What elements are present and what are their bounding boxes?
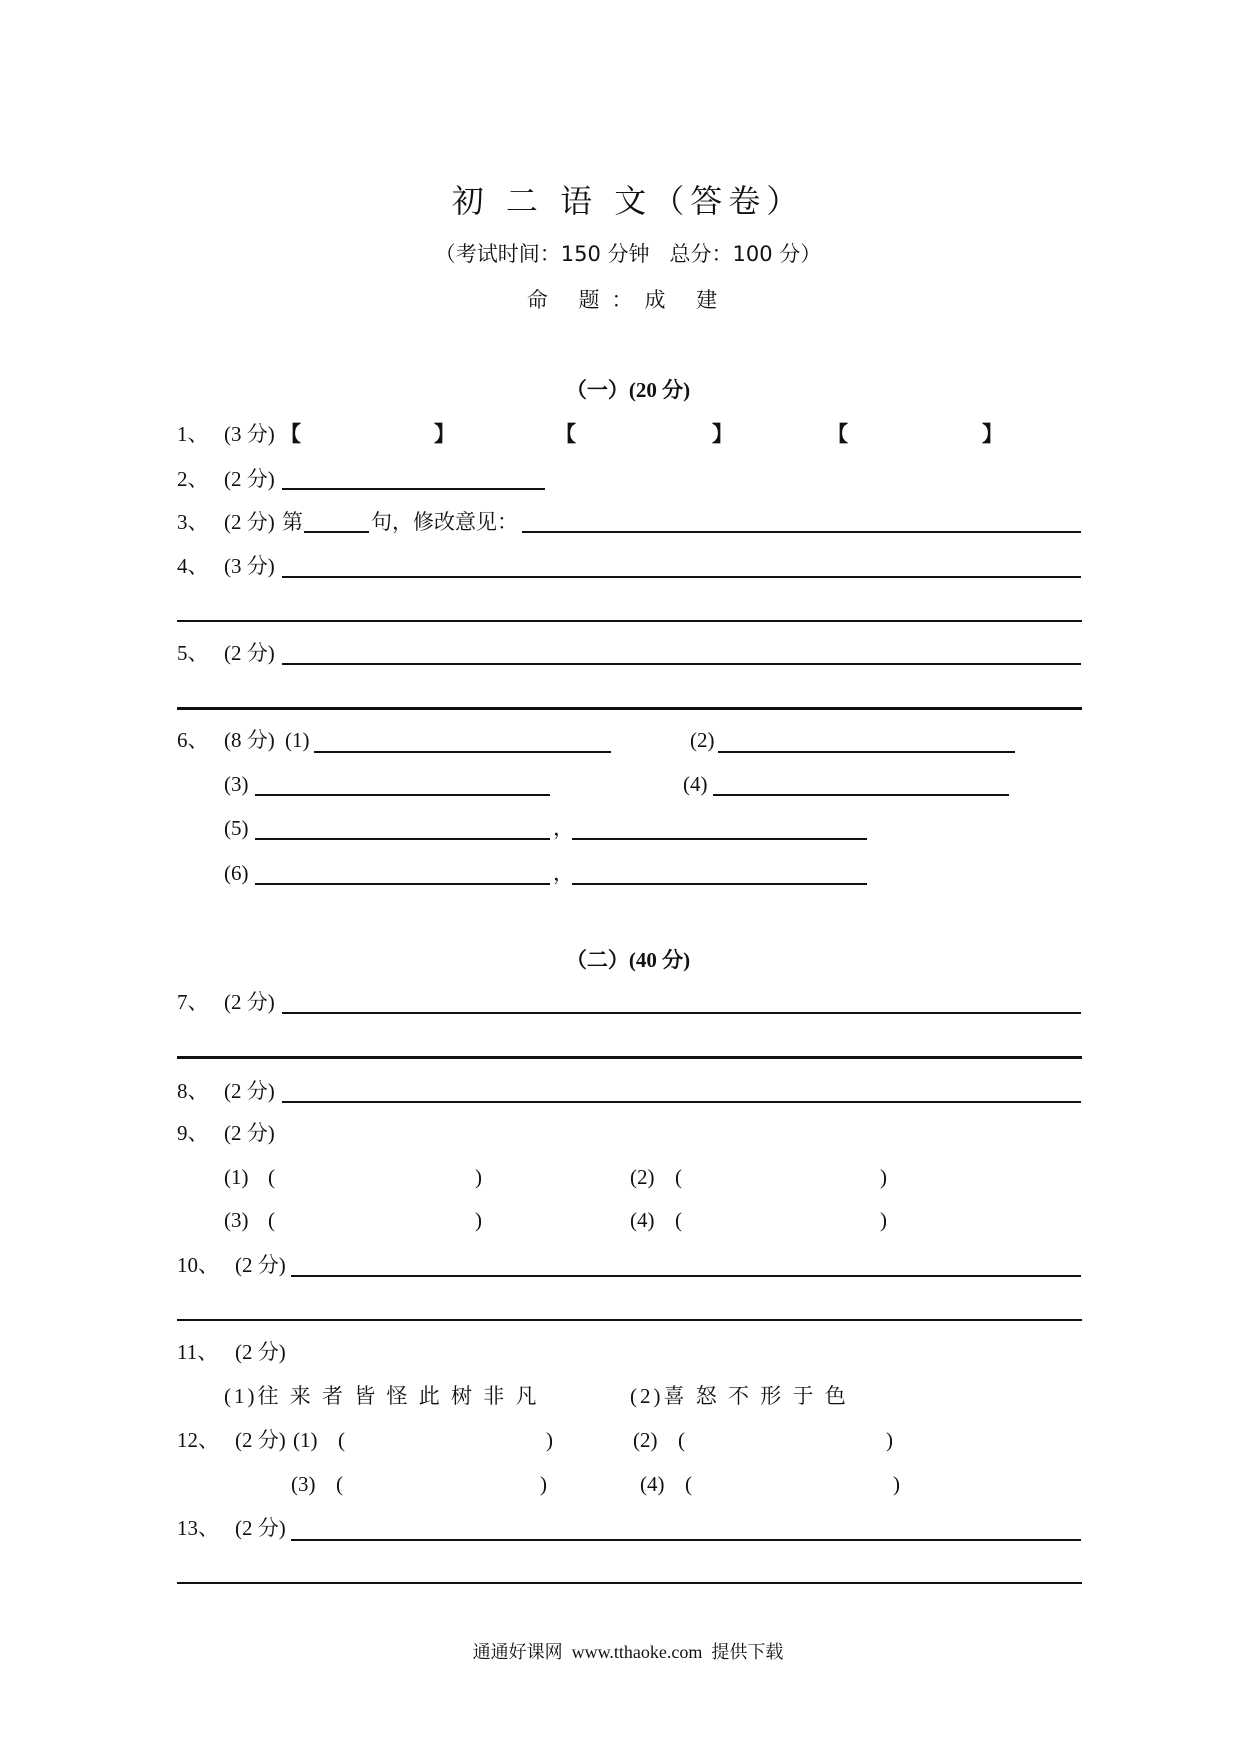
answer-slot[interactable] (280, 1208, 473, 1232)
question-score: (2 分) (224, 641, 275, 665)
sentence-item: (1)往 来 者 皆 怪 此 树 非 凡 (224, 1384, 540, 1408)
paren-close: ) (475, 1208, 482, 1232)
paren-close: ) (546, 1428, 553, 1452)
bracket-open: 【 (280, 422, 301, 446)
paren-open: ( (675, 1165, 682, 1189)
part-label: (3) (291, 1472, 316, 1496)
answer-line[interactable] (177, 1582, 1082, 1584)
part-label: (4) (640, 1472, 665, 1496)
bracket-close: 】 (982, 422, 1003, 446)
paren-open: ( (336, 1472, 343, 1496)
part-label: (1) (293, 1428, 318, 1452)
question-score: (2 分) (224, 510, 275, 534)
answer-line[interactable] (572, 883, 867, 885)
paren-close: ) (540, 1472, 547, 1496)
answer-slot[interactable] (687, 1165, 878, 1189)
question-number: 7、 (177, 990, 209, 1014)
paren-open: ( (675, 1208, 682, 1232)
part-label: (3) (224, 1208, 249, 1232)
comma: ， (553, 861, 574, 885)
part-label: (1) (285, 728, 310, 752)
answer-line[interactable] (282, 488, 545, 490)
question-number: 10、 (177, 1253, 219, 1277)
answer-line[interactable] (282, 1101, 1081, 1103)
answer-line[interactable] (177, 1319, 1082, 1321)
section-heading-2: （二）(40 分) (565, 948, 691, 972)
part-label: (2) (630, 1165, 655, 1189)
paren-close: ) (880, 1165, 887, 1189)
question-number: 1、 (177, 422, 209, 446)
question-number: 13、 (177, 1516, 219, 1540)
answer-line[interactable] (718, 751, 1015, 753)
question-score: (2 分) (235, 1340, 286, 1364)
answer-line[interactable] (177, 1056, 1082, 1059)
question-score: (2 分) (224, 990, 275, 1014)
question-score: (2 分) (224, 1079, 275, 1103)
revision-label: 句，修改意见： (371, 510, 518, 534)
paren-open: ( (678, 1428, 685, 1452)
sentence-prefix: 第 (282, 510, 303, 534)
answer-line[interactable] (282, 1012, 1081, 1014)
question-score: (2 分) (224, 467, 275, 491)
author-line: 命 题：成 建 (526, 288, 730, 312)
question-score: (2 分) (235, 1253, 286, 1277)
answer-slot[interactable] (348, 1472, 538, 1496)
page-title: 初 二 语 文（答卷） (451, 182, 805, 220)
paren-close: ) (475, 1165, 482, 1189)
answer-line[interactable] (255, 883, 550, 885)
paren-close: ) (880, 1208, 887, 1232)
part-label: (2) (690, 728, 715, 752)
question-number: 9、 (177, 1121, 209, 1145)
answer-line[interactable] (291, 1539, 1081, 1541)
question-number: 2、 (177, 467, 209, 491)
question-score: (2 分) (235, 1516, 286, 1540)
question-score: (3 分) (224, 554, 275, 578)
bracket-open: 【 (827, 422, 848, 446)
paren-open: ( (338, 1428, 345, 1452)
paren-open: ( (268, 1208, 275, 1232)
bracket-close: 】 (712, 422, 733, 446)
sentence-item: (2)喜 怒 不 形 于 色 (630, 1384, 849, 1408)
answer-line[interactable] (177, 620, 1082, 622)
answer-slot[interactable] (280, 1165, 473, 1189)
answer-line[interactable] (713, 794, 1009, 796)
exam-info: （考试时间：150 分钟 总分：100 分） (434, 242, 822, 266)
answer-line[interactable] (282, 663, 1081, 665)
paren-open: ( (685, 1472, 692, 1496)
part-label: (4) (630, 1208, 655, 1232)
answer-slot[interactable] (301, 422, 434, 446)
question-number: 3、 (177, 510, 209, 534)
question-number: 6、 (177, 728, 209, 752)
answer-line[interactable] (572, 838, 867, 840)
paren-close: ) (886, 1428, 893, 1452)
bracket-close: 】 (434, 422, 455, 446)
paren-close: ) (893, 1472, 900, 1496)
answer-slot[interactable] (848, 422, 982, 446)
answer-slot[interactable] (350, 1428, 544, 1452)
answer-slot[interactable] (697, 1472, 891, 1496)
part-label: (3) (224, 772, 249, 796)
page-footer: 通通好课网 www.tthaoke.com 提供下载 (472, 1642, 784, 1662)
question-number: 11、 (177, 1340, 219, 1364)
answer-line[interactable] (255, 838, 550, 840)
answer-line[interactable] (291, 1275, 1081, 1277)
section-heading-1: （一）(20 分) (565, 378, 691, 402)
bracket-open: 【 (555, 422, 576, 446)
question-score: (2 分) (235, 1428, 286, 1452)
question-number: 4、 (177, 554, 209, 578)
question-score: (3 分) (224, 422, 275, 446)
part-label: (2) (633, 1428, 658, 1452)
answer-line[interactable] (177, 707, 1082, 710)
comma: ， (553, 816, 574, 840)
answer-slot[interactable] (687, 1208, 878, 1232)
question-number: 8、 (177, 1079, 209, 1103)
question-score: (8 分) (224, 728, 275, 752)
answer-slot[interactable] (576, 422, 712, 446)
question-number: 12、 (177, 1428, 219, 1452)
answer-line[interactable] (282, 576, 1081, 578)
part-label: (5) (224, 816, 249, 840)
answer-line[interactable] (522, 531, 1081, 533)
part-label: (1) (224, 1165, 249, 1189)
answer-line[interactable] (314, 751, 611, 753)
answer-slot[interactable] (690, 1428, 884, 1452)
answer-line[interactable] (255, 794, 550, 796)
answer-line[interactable] (304, 531, 369, 533)
paren-open: ( (268, 1165, 275, 1189)
question-number: 5、 (177, 641, 209, 665)
part-label: (6) (224, 861, 249, 885)
part-label: (4) (683, 772, 708, 796)
question-score: (2 分) (224, 1121, 275, 1145)
